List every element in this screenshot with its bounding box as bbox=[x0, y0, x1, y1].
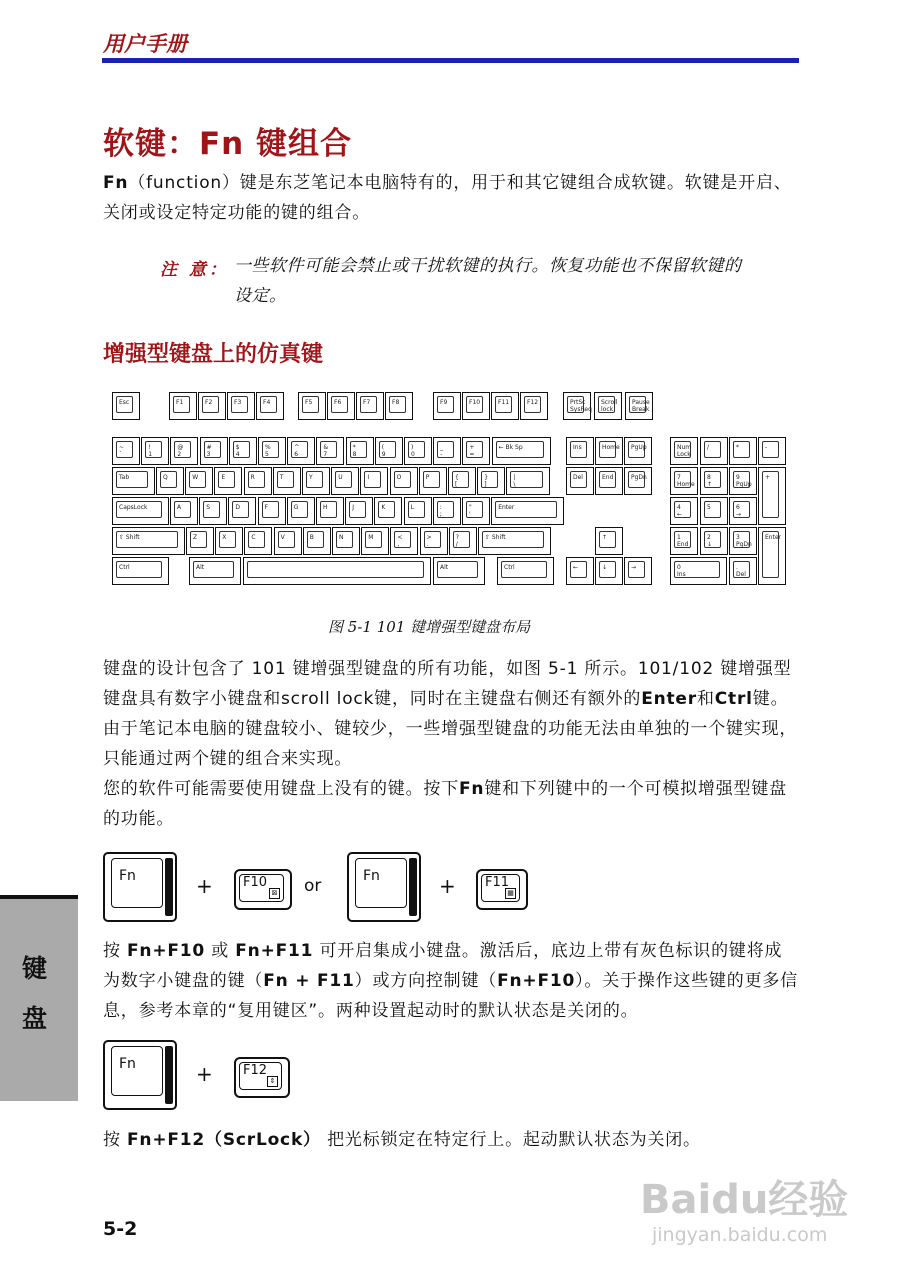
fn-key-illustration: Fn bbox=[347, 852, 421, 922]
paragraph-keyboard-design: 键盘的设计包含了 101 键增强型键盘的所有功能，如图 5-1 所示。101/102 键增强型键盘具有数字小键盘和scroll lock键，同时在主键盘右侧还有额外的Enter和Ctrl键。由于笔记本电脑的键盘较小、键较少，一些增强型键盘的功能无法由单独的一个键实现，只能通过两个键的组合来实现。 bbox=[103, 659, 798, 769]
keyboard-key: F6 bbox=[327, 392, 355, 420]
intro-paragraph bbox=[103, 168, 800, 228]
keyboard-key: A bbox=[170, 497, 198, 525]
keyboard-key: J bbox=[345, 497, 373, 525]
keyboard-key: Ctrl bbox=[112, 557, 169, 585]
keypad-arrow-icon: ⊠ bbox=[269, 888, 280, 899]
keyboard-key: PrtSc SysReq bbox=[563, 392, 591, 420]
f11-key-illustration: F11 ▦ bbox=[476, 869, 528, 910]
keyboard-key: Scroll lock bbox=[594, 392, 622, 420]
keyboard-key: { [ bbox=[448, 467, 476, 495]
keyboard-key: ? / bbox=[449, 527, 477, 555]
keyboard-key: L bbox=[404, 497, 432, 525]
keyboard-key: O bbox=[390, 467, 418, 495]
ctrl-term: Ctrl bbox=[714, 689, 753, 709]
scroll-lock-icon: ⇕ bbox=[267, 1076, 278, 1087]
paragraph-fn-f12: 按 Fn+F12（ScrLock） 把光标锁定在特定行上。起动默认状态为关闭。 bbox=[103, 1130, 701, 1150]
keyboard-key: @ 2 bbox=[170, 437, 198, 465]
numeric-keypad-icon: ▦ bbox=[505, 888, 516, 899]
keyboard-key: Num Lock bbox=[670, 437, 698, 465]
keyboard-key: V bbox=[274, 527, 302, 555]
keyboard-key: P bbox=[419, 467, 447, 495]
keyboard-key: F8 bbox=[385, 392, 413, 420]
keyboard-key: F7 bbox=[356, 392, 384, 420]
keyboard-key: → bbox=[624, 557, 652, 585]
keyboard-key: Z bbox=[186, 527, 214, 555]
keyboard-key: Q bbox=[156, 467, 184, 495]
keyboard-key: X bbox=[215, 527, 243, 555]
keyboard-key: * bbox=[729, 437, 757, 465]
keyboard-key bbox=[243, 557, 431, 585]
f12-key-illustration: F12 ⇕ bbox=[234, 1057, 290, 1098]
keyboard-key: 3 PgDn bbox=[729, 527, 757, 555]
keyboard-key: Del bbox=[566, 467, 594, 495]
keyboard-key: * 8 bbox=[346, 437, 374, 465]
keyboard-key: & 7 bbox=[316, 437, 344, 465]
keyboard-key: PgDn bbox=[624, 467, 652, 495]
keyboard-key: F bbox=[258, 497, 286, 525]
keyboard-key: T bbox=[273, 467, 301, 495]
plus-sign: + bbox=[196, 874, 213, 898]
keyboard-key: Pause Break bbox=[625, 392, 653, 420]
keyboard-key: M bbox=[361, 527, 389, 555]
keyboard-key: Esc bbox=[112, 392, 140, 420]
plus-sign: + bbox=[439, 874, 456, 898]
keyboard-key: } ] bbox=[477, 467, 505, 495]
keyboard-key: Ins bbox=[566, 437, 594, 465]
fn-term: Fn bbox=[459, 779, 485, 799]
keyboard-key: F9 bbox=[433, 392, 461, 420]
keyboard-key: D bbox=[228, 497, 256, 525]
keyboard-key: ( 9 bbox=[375, 437, 403, 465]
keyboard-key: % 5 bbox=[258, 437, 286, 465]
keyboard-key: F2 bbox=[198, 392, 226, 420]
keyboard-key: W bbox=[185, 467, 213, 495]
note-text: 一些软件可能会禁止或干扰软键的执行。恢复功能也不保留软键的设定。 bbox=[234, 256, 742, 306]
enter-term: Enter bbox=[641, 689, 697, 709]
keyboard-key: / bbox=[700, 437, 728, 465]
keyboard-key: ↓ bbox=[595, 557, 623, 585]
keyboard-key: ↑ bbox=[595, 527, 623, 555]
f10-key-illustration: F10 ⊠ bbox=[234, 869, 292, 910]
keyboard-key: I bbox=[360, 467, 388, 495]
keyboard-key: Enter bbox=[758, 527, 786, 585]
keyboard-key: 6 → bbox=[729, 497, 757, 525]
keyboard-key: G bbox=[287, 497, 315, 525]
keyboard-key: 1 End bbox=[670, 527, 698, 555]
note-label: 注 意： bbox=[160, 260, 229, 280]
keyboard-layout-figure bbox=[112, 392, 787, 590]
keyboard-key: ← Bk Sp bbox=[492, 437, 551, 465]
keyboard-key: U bbox=[331, 467, 359, 495]
keyboard-key: + bbox=[758, 467, 786, 525]
keyboard-key: F4 bbox=[256, 392, 284, 420]
keyboard-key: S bbox=[199, 497, 227, 525]
keyboard-key: Tab bbox=[112, 467, 155, 495]
fn-key-illustration: Fn bbox=[103, 1040, 177, 1110]
keyboard-key: Alt bbox=[189, 557, 241, 585]
keyboard-key: F5 bbox=[298, 392, 326, 420]
keyboard-key: | \ bbox=[506, 467, 550, 495]
running-header: 用户手册 bbox=[103, 32, 187, 56]
keyboard-key: 2 ↓ bbox=[700, 527, 728, 555]
keyboard-key: _ - bbox=[433, 437, 461, 465]
keyboard-key: ~ ` bbox=[112, 437, 140, 465]
keyboard-key: : ; bbox=[433, 497, 461, 525]
keyboard-key: 8 ↑ bbox=[700, 467, 728, 495]
keyboard-key: Enter bbox=[491, 497, 564, 525]
section-title: 软键：Fn 键组合 bbox=[103, 126, 353, 162]
keyboard-key: F3 bbox=[227, 392, 255, 420]
header-rule bbox=[102, 58, 799, 63]
keyboard-key: + = bbox=[462, 437, 490, 465]
keyboard-key: " ' bbox=[462, 497, 490, 525]
keyboard-key: CapsLock bbox=[112, 497, 169, 525]
keyboard-key: H bbox=[316, 497, 344, 525]
keyboard-key: 4 ← bbox=[670, 497, 698, 525]
paragraph-fn-f10-f11: 按 Fn+F10 或 Fn+F11 可开启集成小键盘。激活后，底边上带有灰色标识的键将成为数字小键盘的键（Fn + F11）或方向控制键（Fn+F10）。关于操作这些键的更多信息，参考本章的“复用键区”。两种设置起动时的默认状态是关闭的。 bbox=[103, 941, 799, 1021]
subsection-title: 增强型键盘上的仿真键 bbox=[103, 342, 324, 367]
fn-key-illustration: Fn bbox=[103, 852, 177, 922]
keyboard-key: 0 Ins bbox=[670, 557, 727, 585]
intro-text: （function）键是东芝笔记本电脑特有的，用于和其它键组合成软键。软键是开启、关闭或设定特定功能的键的组合。 bbox=[103, 173, 792, 223]
fn-term: Fn bbox=[103, 173, 129, 193]
keyboard-key: C bbox=[244, 527, 272, 555]
keyboard-key: End bbox=[595, 467, 623, 495]
paragraph-emulation: 您的软件可能需要使用键盘上没有的键。按下Fn键和下列键中的一个可模拟增强型键盘的功能。 bbox=[103, 779, 787, 829]
chapter-side-tab: 键 盘 bbox=[0, 895, 78, 1101]
keyboard-key: Home bbox=[595, 437, 623, 465]
page-number: 5-2 bbox=[103, 1218, 138, 1240]
keyboard-key: ← bbox=[566, 557, 594, 585]
figure-caption: 图 5-1 101 键增强型键盘布局 bbox=[328, 618, 531, 636]
keyboard-key: N bbox=[332, 527, 360, 555]
keyboard-key: > . bbox=[420, 527, 448, 555]
keyboard-key: Y bbox=[302, 467, 330, 495]
keyboard-key: F12 bbox=[520, 392, 548, 420]
keyboard-key: ! 1 bbox=[141, 437, 169, 465]
baidu-watermark: Baidu经验 jingyan.baidu.com bbox=[640, 1177, 849, 1246]
keyboard-key: < , bbox=[390, 527, 418, 555]
keyboard-key: ^ 6 bbox=[287, 437, 315, 465]
keyboard-key: B bbox=[303, 527, 331, 555]
keyboard-key: 5 bbox=[700, 497, 728, 525]
keyboard-key: F11 bbox=[491, 392, 519, 420]
keyboard-key: . Del bbox=[729, 557, 757, 585]
keyboard-key: - bbox=[758, 437, 786, 465]
keyboard-key: ⇧ Shift bbox=[478, 527, 551, 555]
keyboard-key: E bbox=[214, 467, 242, 495]
keyboard-key: $ 4 bbox=[229, 437, 257, 465]
keyboard-key: 9 PgUp bbox=[729, 467, 757, 495]
keyboard-key: R bbox=[244, 467, 272, 495]
keyboard-key: F1 bbox=[169, 392, 197, 420]
keyboard-key: F10 bbox=[462, 392, 490, 420]
keyboard-key: ⇧ Shift bbox=[112, 527, 185, 555]
keyboard-key: ) 0 bbox=[404, 437, 432, 465]
keyboard-key: Alt bbox=[433, 557, 485, 585]
plus-sign: + bbox=[196, 1062, 213, 1086]
keyboard-key: PgUp bbox=[624, 437, 652, 465]
or-text: or bbox=[304, 876, 322, 896]
keyboard-key: Ctrl bbox=[497, 557, 554, 585]
keyboard-key: K bbox=[374, 497, 402, 525]
keyboard-key: 7 Home bbox=[670, 467, 698, 495]
keyboard-key: # 3 bbox=[200, 437, 228, 465]
